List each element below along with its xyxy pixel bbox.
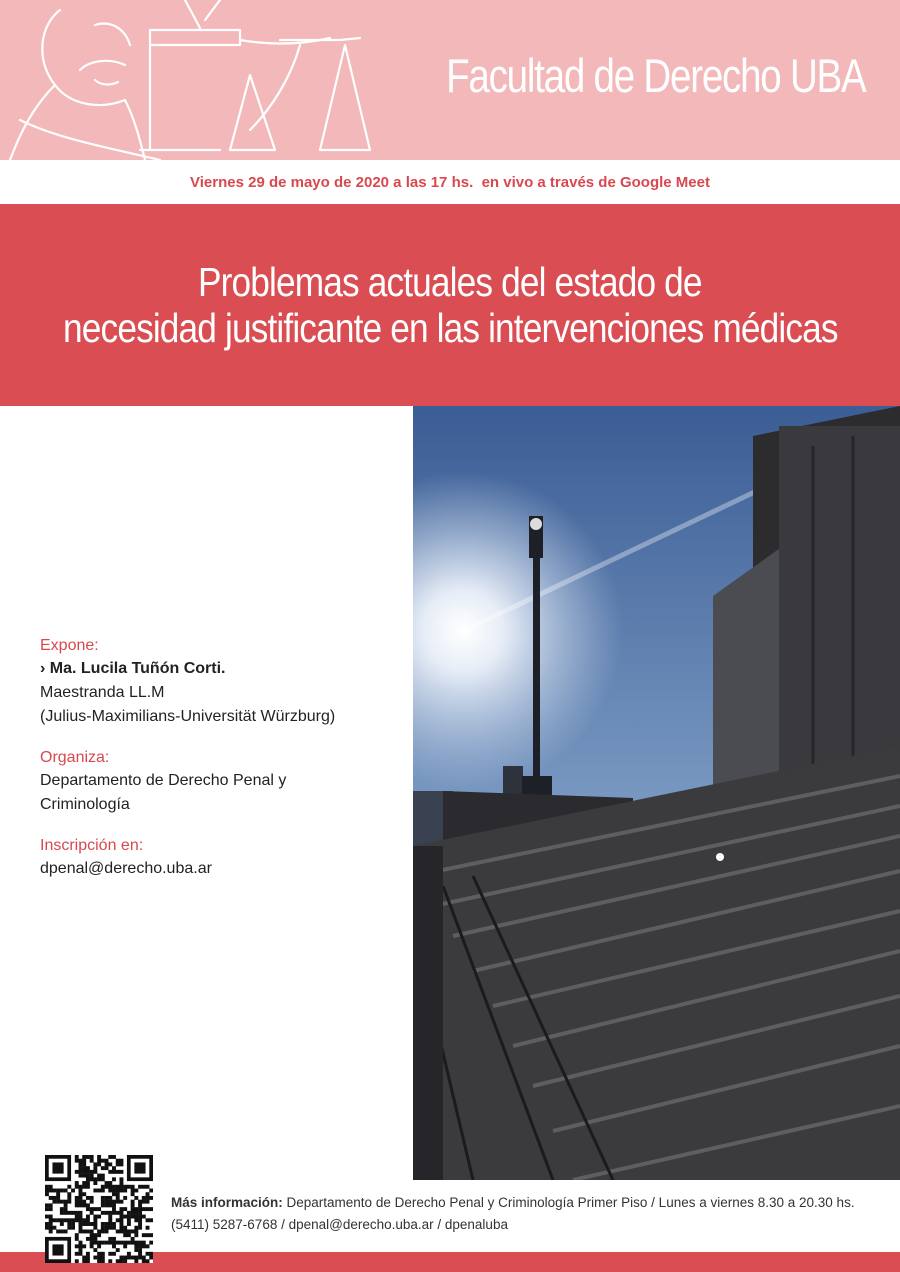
more-info-text: Departamento de Derecho Penal y Criminología Primer Piso / Lunes a viernes 8.30 a 20.30 hs. bbox=[282, 1195, 855, 1210]
faculty-title: Facultad de Derecho UBA bbox=[446, 49, 866, 102]
spacer bbox=[40, 729, 400, 746]
event-date-line: Viernes 29 de mayo de 2020 a las 17 hs. en vivo a través de Google Meet bbox=[190, 173, 710, 191]
event-title-band bbox=[0, 204, 900, 406]
spacer bbox=[40, 817, 400, 834]
more-info-line bbox=[171, 1192, 891, 1214]
inscripcion-label: Inscripción en: bbox=[40, 837, 144, 854]
qr-code[interactable] bbox=[45, 1155, 153, 1263]
event-info-block bbox=[40, 634, 400, 881]
speaker-name: › Ma. Lucila Tuñón Corti. bbox=[40, 660, 226, 677]
header-band bbox=[0, 0, 900, 160]
organizer-line-2: Criminología bbox=[40, 796, 130, 813]
expone-label: Expone: bbox=[40, 637, 99, 654]
speaker-degree: Maestranda LL.M bbox=[40, 684, 165, 701]
event-title-line-2: necesidad justificante en las intervenciones médicas bbox=[62, 305, 838, 351]
event-title-line-1: Problemas actuales del estado de bbox=[198, 259, 702, 305]
justice-scale-illustration bbox=[0, 0, 400, 160]
building-stairs-photo bbox=[413, 406, 900, 1180]
more-info-block bbox=[171, 1192, 891, 1236]
inscripcion-email[interactable]: dpenal@derecho.uba.ar bbox=[40, 860, 212, 877]
more-info-label: Más información: bbox=[171, 1195, 283, 1210]
contact-line: (5411) 5287-6768 / dpenal@derecho.uba.ar / dpenaluba bbox=[171, 1217, 508, 1232]
organiza-label: Organiza: bbox=[40, 749, 110, 766]
organizer-line-1: Departamento de Derecho Penal y bbox=[40, 772, 287, 789]
speaker-university: (Julius-Maximilians-Universität Würzburg) bbox=[40, 708, 336, 725]
